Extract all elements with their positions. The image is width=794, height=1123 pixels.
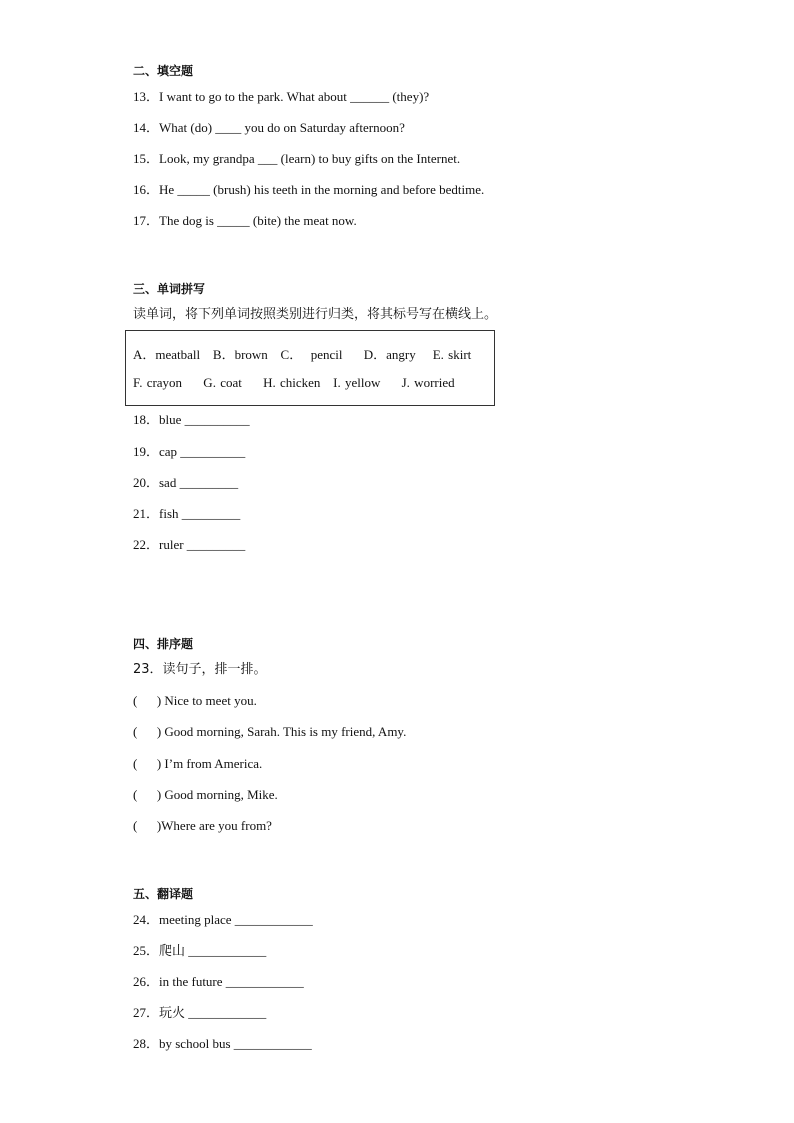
question-24: 24．meeting place ____________ [133,912,313,927]
question-26: 26．in the future ____________ [133,974,304,989]
question-19: 19．cap __________ [133,444,246,459]
question-17: 17．The dog is _____ (bite) the meat now. [133,213,357,228]
word-options-row-2: F. crayon G. coat H. chicken I. yellow J. worried [133,375,455,390]
section-3-instruction: 读单词，将下列单词按照类别进行归类，将其标号写在横线上。 [133,307,498,322]
question-16: 16．He _____ (brush) his teeth in the morning and before bedtime. [133,182,485,197]
question-18: 18．blue __________ [133,412,250,427]
section-5-heading: 五、翻译题 [133,887,194,901]
section-4-heading: 四、排序题 [133,637,194,651]
question-13: 13．I want to go to the park. What about ______ (they)? [133,89,430,104]
section-3-heading: 三、单词拼写 [133,282,206,296]
question-21: 21．fish _________ [133,506,241,521]
order-item-1: ( ) Nice to meet you. [133,693,257,708]
question-15: 15．Look, my grandpa ___ (learn) to buy gifts on the Internet. [133,151,461,166]
word-options-row-1: A．meatball B．brown C． pencil D．angry E. skirt [133,347,472,362]
word-options-box [125,330,495,406]
section-2-heading: 二、填空题 [133,64,194,78]
question-28: 28．by school bus ____________ [133,1036,312,1051]
order-item-3: ( ) I’m from America. [133,756,263,771]
question-14: 14．What (do) ____ you do on Saturday afternoon? [133,120,405,135]
order-item-2: ( ) Good morning, Sarah. This is my friend, Amy. [133,724,407,739]
order-item-4: ( ) Good morning, Mike. [133,787,278,802]
question-20: 20．sad _________ [133,475,239,490]
order-item-5: ( )Where are you from? [133,818,272,833]
question-23: 23．读句子，排一排。 [133,662,267,677]
question-22: 22．ruler _________ [133,537,246,552]
question-25: 25．爬山 ____________ [133,943,267,958]
question-27: 27．玩火 ____________ [133,1005,267,1020]
